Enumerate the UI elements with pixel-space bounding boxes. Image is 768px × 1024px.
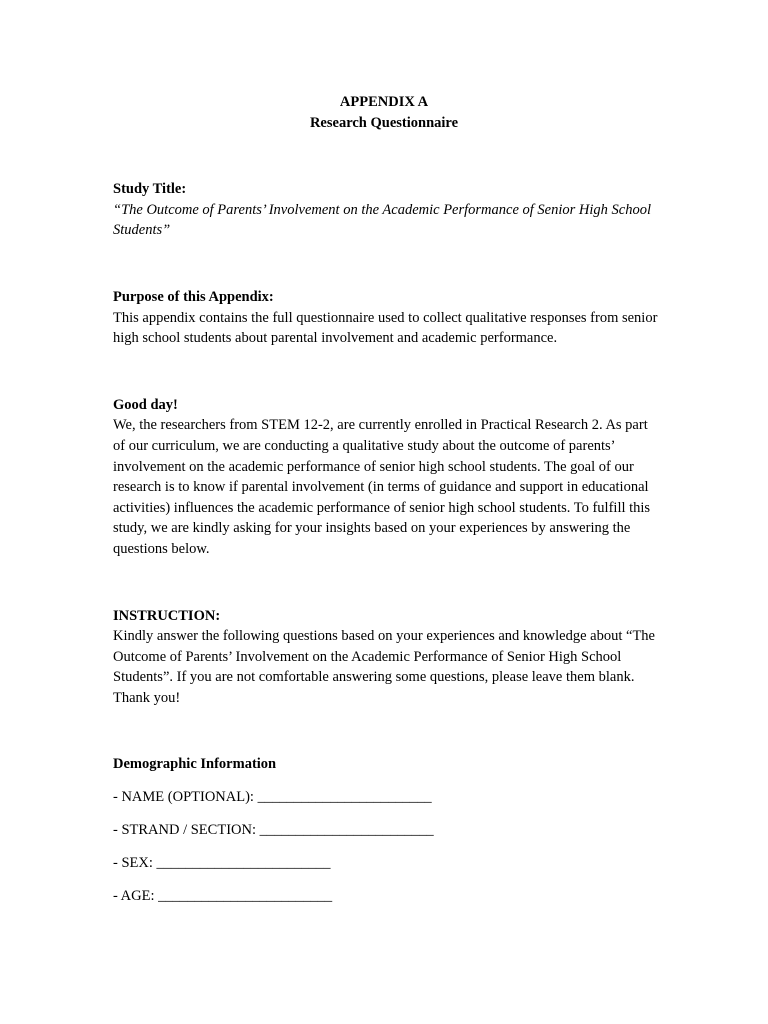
greeting-heading: Good day! bbox=[113, 396, 178, 413]
name-field: - NAME (OPTIONAL): ________________________ bbox=[113, 789, 432, 806]
spacer bbox=[113, 560, 658, 606]
instruction-body: Kindly answer the following questions based on your experiences and knowledge about “The Outcome of Parents’ Involvement on the Academic Performance of Senior High School Students”. If you are not comfortable answering some questions, please leave them blank. Thank you! bbox=[113, 628, 655, 706]
age-field: - AGE: ________________________ bbox=[113, 888, 333, 905]
instruction-section bbox=[113, 606, 658, 709]
spacer bbox=[113, 708, 658, 754]
document-page bbox=[113, 92, 658, 907]
demographic-heading: Demographic Information bbox=[113, 756, 277, 773]
spacer bbox=[113, 241, 658, 287]
document-title: Research Questionnaire bbox=[309, 114, 459, 131]
purpose-section bbox=[113, 287, 658, 349]
purpose-body: This appendix contains the full questionnaire used to collect qualitative responses from senior high school students about parental involvement and academic performance. bbox=[113, 309, 658, 347]
study-title-section bbox=[113, 179, 658, 241]
sex-field: - SEX: ________________________ bbox=[113, 855, 331, 872]
demographic-section bbox=[113, 754, 658, 907]
strand-section-field: - STRAND / SECTION: ________________________ bbox=[113, 822, 434, 839]
appendix-label: APPENDIX A bbox=[339, 94, 429, 110]
spacer bbox=[113, 133, 658, 179]
instruction-heading: INSTRUCTION: bbox=[113, 607, 221, 624]
greeting-body: We, the researchers from STEM 12-2, are currently enrolled in Practical Research 2. As part of our curriculum, we are conducting a qualitative study about the outcome of parents’ involvement on the academic performance of senior high school students. The goal of our research is to know if parental involvement (in terms of guidance and support in educational activities) influences the academic performance of senior high school students. To fulfill this study, we are kindly asking for your insights based on your experiences by answering the questions below. bbox=[113, 417, 651, 557]
greeting-section bbox=[113, 395, 658, 560]
spacer bbox=[113, 349, 658, 395]
study-title-text: “The Outcome of Parents’ Involvement on the Academic Performance of Senior High School Students” bbox=[113, 201, 651, 239]
study-title-heading: Study Title: bbox=[113, 181, 187, 198]
purpose-heading: Purpose of this Appendix: bbox=[113, 288, 274, 305]
